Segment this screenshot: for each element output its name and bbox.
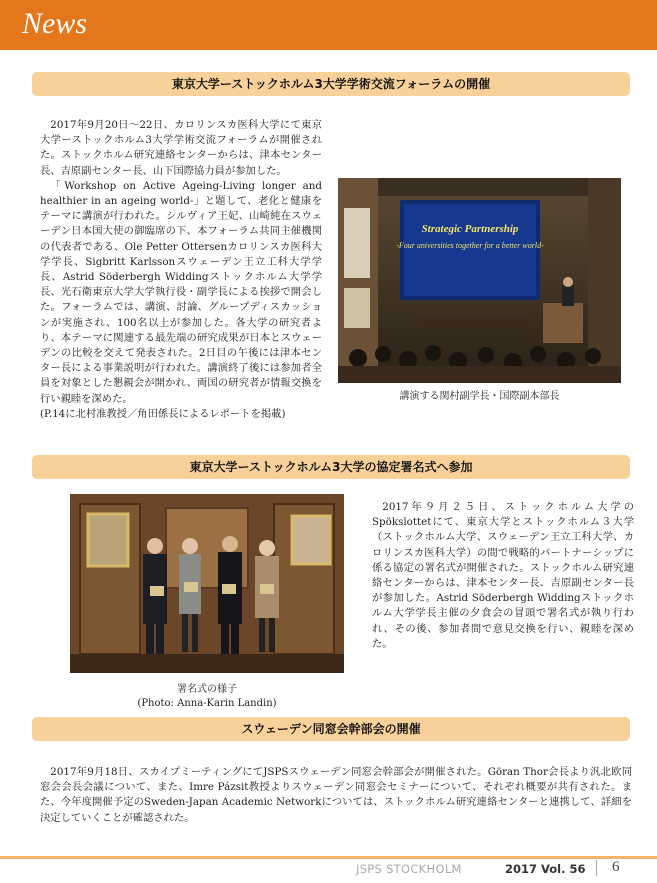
signing-caption-line-2: (Photo: Anna-Karin Landin) <box>137 698 277 709</box>
section-title-alumni: スウェーデン同窓会幹部会の開催 <box>32 717 630 741</box>
signing-caption-line-1: 署名式の様子 <box>177 684 237 695</box>
section-title-forum: 東京大学ーストックホルム3大学学術交流フォーラムの開催 <box>32 72 630 96</box>
section-title-signing: 東京大学ーストックホルム3大学の協定署名式へ参加 <box>32 455 630 479</box>
lecture-hall-illustration <box>338 178 621 383</box>
footer-separator <box>596 860 597 876</box>
header-title: News <box>22 7 88 40</box>
signing-ceremony-photo <box>70 494 344 673</box>
forum-lecture-photo <box>338 178 621 383</box>
page-header <box>0 0 657 50</box>
signing-paragraph-1: 2017年９月２５日、ストックホルム大学のSpökslottetにて、東京大学とストックホルム３大学（ストックホルム大学、スウェーデン王立工科大学、カロリンスカ医科大学）の間で戦略的パートナーシップに係る協定の署名式が開催された。ストックホルム研究連絡センターからは、津本センター長、吉原副センター長が参加した。Astrid Söderbergh Widdingストックホルム大学学長主催の夕食会の冒頭で署名式が執り行われ、その後、参加者間で意見交換を行い、親睦を深めた。 <box>372 501 634 650</box>
footer-rule <box>0 856 657 859</box>
footer-volume: 2017 Vol. 56 <box>505 862 586 876</box>
page-number: 6 <box>612 859 620 875</box>
forum-photo-caption: 講演する関村副学長・国際副本部長 <box>399 391 560 402</box>
slide-title: Strategic Partnership <box>421 223 519 235</box>
alumni-paragraph-1: 2017年9月18日、スカイプミーティングにてJSPSスウェーデン同窓会幹部会が開催された。Göran Thor会長より汎北欧同窓会会長会議について、また、Imre Pázsit教授よりスウェーデン同窓会セミナーについて、それぞれ概要が共有された。また、今年度開催予定のSweden-Japan Academic Networkについては、ストックホルム研究連絡センターと連携して、詳細を決定していくことが確認された。 <box>40 766 632 824</box>
forum-paragraph-2: 「Workshop on Active Ageing-Living longer and healthier in an ageing world-」と題して、老化と健康をテーマに講演が行われた。シルヴィア王妃、山崎純在スウェーデン日本国大使の御臨席の下、本フォーラム共同主催機関の代表者である、Ole Petter Ottersenカロリンスカ医科大学学長、Sigbritt Karlssonスウェーデン王立工科大学学長、Astrid Söderbergh Widdingストックホルム大学学長、光石衛東京大学大学執行役・副学長による挨拶で開会した。フォーラムでは、講演、討論、グループディスカッションが実施され、100名以上が参加した。各大学の研究者より、本テーマに関連する最先端の研究成果が日本とスウェーデンの比較を交えて発表された。2日目の午後には津本センター長による事業説明が行われた。講演終了後には参加者全員を対象とした懇親会が開かれ、両国の研究者が情報交換を行い親睦を深めた。 <box>40 179 322 405</box>
signing-photo-caption <box>70 683 344 711</box>
signing-article <box>372 500 634 652</box>
forum-article <box>40 118 322 422</box>
alumni-article <box>40 765 632 826</box>
forum-paragraph-3: (P.14に北村准教授／角田係長によるレポートを掲載) <box>40 407 286 420</box>
footer-brand: JSPS STOCKHOLM <box>356 862 462 876</box>
slide-subtitle: -Four universities together for a better world- <box>396 241 544 250</box>
forum-paragraph-1: 2017年9月20日〜22日、カロリンスカ医科大学にて東京大学ーストックホルム3大学学術交流フォーラムが開催された。ストックホルム研究連絡センターからは、津本センター長、吉原副センター長、山下国際協力員が参加した。 <box>40 119 322 177</box>
signing-ceremony-illustration <box>70 494 344 673</box>
